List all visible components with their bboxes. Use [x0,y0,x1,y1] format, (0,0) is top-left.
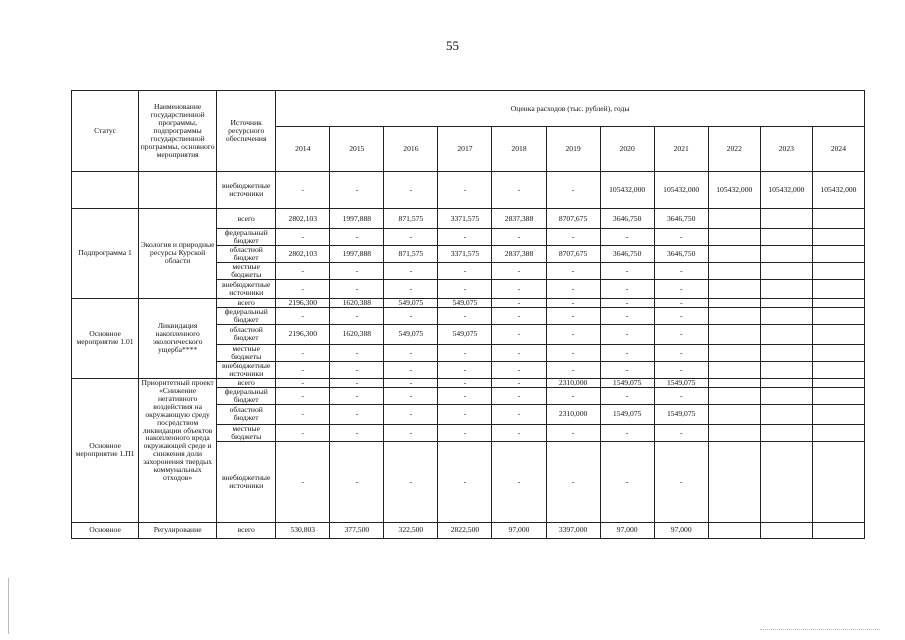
source-cell: местные бюджеты [217,262,276,279]
value-cell [708,378,760,387]
value-cell [708,361,760,378]
value-cell: - [600,424,654,441]
value-cell: - [492,404,546,424]
value-cell: 8707,675 [546,209,600,229]
value-cell: - [492,229,546,246]
value-cell: - [546,172,600,209]
source-cell: внебюджетные источники [217,361,276,378]
value-cell [708,404,760,424]
value-cell: - [276,387,330,404]
value-cell: - [438,424,492,441]
value-cell: - [276,307,330,324]
value-cell: - [492,441,546,522]
value-cell: - [330,229,384,246]
value-cell [812,245,864,262]
value-cell [760,404,812,424]
value-cell [760,324,812,344]
value-cell: - [438,361,492,378]
value-cell: 105432,000 [654,172,708,209]
value-cell: - [654,298,708,307]
value-cell: - [438,344,492,361]
value-cell: 1620,388 [330,298,384,307]
value-cell: - [384,361,438,378]
value-cell: - [546,307,600,324]
header-status: Статус [72,91,139,172]
header-estimate: Оценка расходов (тыс. рублей), годы [276,91,865,127]
value-cell: - [546,298,600,307]
value-cell: - [600,262,654,279]
value-cell [760,378,812,387]
value-cell: - [330,424,384,441]
value-cell: - [438,387,492,404]
value-cell [812,229,864,246]
value-cell: - [600,229,654,246]
value-cell: - [546,424,600,441]
value-cell: - [438,279,492,298]
value-cell [812,279,864,298]
table-row [72,298,865,307]
value-cell: 1620,388 [330,324,384,344]
value-cell: - [654,262,708,279]
value-cell [760,245,812,262]
value-cell: - [654,279,708,298]
value-cell: 2802,103 [276,245,330,262]
table-row [72,522,865,538]
value-cell: - [384,441,438,522]
value-cell [812,404,864,424]
table-row [72,378,865,387]
value-cell: 549,075 [438,298,492,307]
value-cell: - [654,344,708,361]
source-cell: всего [217,378,276,387]
value-cell: 2196,300 [276,324,330,344]
value-cell: 1549,075 [600,378,654,387]
source-cell: областной бюджет [217,245,276,262]
value-cell: 871,575 [384,209,438,229]
value-cell: - [384,378,438,387]
value-cell [760,298,812,307]
value-cell: - [600,361,654,378]
value-cell [708,307,760,324]
year-header: 2020 [600,127,654,172]
year-header: 2015 [330,127,384,172]
value-cell: - [654,324,708,344]
value-cell: - [384,172,438,209]
value-cell: - [330,441,384,522]
status-cell: Основное [72,522,139,538]
value-cell: 3646,750 [654,209,708,229]
value-cell: 2310,000 [546,378,600,387]
value-cell [812,441,864,522]
value-cell [708,522,760,538]
source-cell: всего [217,522,276,538]
value-cell: - [384,424,438,441]
year-header: 2024 [812,127,864,172]
header-source: Источник ресурсного обеспечения [217,91,276,172]
value-cell: - [276,172,330,209]
value-cell: - [330,404,384,424]
value-cell: - [654,387,708,404]
value-cell: - [492,378,546,387]
value-cell: - [600,324,654,344]
name-cell: Приоритетный проект «Снижение негативного воздействия на окружающую среду посредством ликвидации объектов накопленного вреда окружающей среде и снижения доли захоронения твердых коммунальных отходов» [139,378,217,522]
source-cell: областной бюджет [217,324,276,344]
value-cell: - [276,279,330,298]
value-cell: 105432,000 [708,172,760,209]
value-cell [708,344,760,361]
value-cell [760,424,812,441]
value-cell: - [600,387,654,404]
value-cell: - [546,361,600,378]
value-cell [708,279,760,298]
value-cell: 3646,750 [654,245,708,262]
status-cell [72,172,139,209]
value-cell [812,209,864,229]
value-cell: - [654,229,708,246]
value-cell: - [546,279,600,298]
source-cell: внебюджетные источники [217,441,276,522]
value-cell [708,245,760,262]
value-cell [760,262,812,279]
value-cell: 97,000 [492,522,546,538]
value-cell: - [492,279,546,298]
value-cell [812,522,864,538]
value-cell [708,441,760,522]
value-cell: - [600,344,654,361]
year-header: 2021 [654,127,708,172]
value-cell: 2802,103 [276,209,330,229]
value-cell: - [654,441,708,522]
value-cell [708,387,760,404]
value-cell: - [330,387,384,404]
value-cell [812,344,864,361]
value-cell [760,209,812,229]
value-cell: - [276,361,330,378]
value-cell: - [600,307,654,324]
source-cell: федеральный бюджет [217,387,276,404]
value-cell: 549,075 [438,324,492,344]
resource-table [71,90,865,539]
source-cell: внебюджетные источники [217,279,276,298]
value-cell: - [492,262,546,279]
year-header: 2018 [492,127,546,172]
source-cell: местные бюджеты [217,344,276,361]
value-cell: - [600,298,654,307]
value-cell: 3371,575 [438,245,492,262]
header-name: Наименование государственной программы, подпрограммы государственной программы, основного мероприятия [139,91,217,172]
value-cell: - [438,307,492,324]
value-cell: - [438,229,492,246]
value-cell [760,279,812,298]
value-cell: 2822,500 [438,522,492,538]
value-cell: 549,075 [384,324,438,344]
value-cell [760,441,812,522]
value-cell [812,298,864,307]
value-cell: - [276,344,330,361]
source-cell: всего [217,209,276,229]
value-cell [708,262,760,279]
value-cell: 1997,888 [330,245,384,262]
year-header: 2014 [276,127,330,172]
value-cell: - [492,424,546,441]
value-cell: - [276,424,330,441]
value-cell: - [276,262,330,279]
value-cell: 1549,075 [654,378,708,387]
value-cell: - [276,378,330,387]
value-cell: - [384,404,438,424]
value-cell: - [492,324,546,344]
value-cell: - [546,229,600,246]
year-header: 2023 [760,127,812,172]
source-cell: федеральный бюджет [217,307,276,324]
value-cell: - [600,279,654,298]
scan-smudge [760,629,880,631]
value-cell [760,361,812,378]
value-cell: 8707,675 [546,245,600,262]
value-cell: - [438,172,492,209]
value-cell: 549,075 [384,298,438,307]
year-header: 2017 [438,127,492,172]
value-cell [812,262,864,279]
status-cell: Подпрограмма 1 [72,209,139,299]
table-row [72,172,865,209]
value-cell [760,387,812,404]
source-cell: федеральный бюджет [217,229,276,246]
value-cell: 322,500 [384,522,438,538]
value-cell: - [546,344,600,361]
value-cell: 105432,000 [600,172,654,209]
value-cell: 1549,075 [600,404,654,424]
value-cell: - [546,387,600,404]
value-cell: - [384,262,438,279]
value-cell: 3397,000 [546,522,600,538]
value-cell: 97,000 [600,522,654,538]
year-header: 2019 [546,127,600,172]
value-cell [708,324,760,344]
value-cell: - [330,172,384,209]
value-cell: - [276,404,330,424]
value-cell: - [438,262,492,279]
value-cell: - [330,279,384,298]
value-cell: 105432,000 [812,172,864,209]
value-cell: - [492,307,546,324]
value-cell: - [276,229,330,246]
name-cell: Регулирование [139,522,217,538]
value-cell: 3646,750 [600,245,654,262]
value-cell: 3646,750 [600,209,654,229]
scan-margin-mark [8,578,9,634]
value-cell: 2196,300 [276,298,330,307]
status-cell: Основное мероприятие 1.01 [72,298,139,378]
year-header: 2016 [384,127,438,172]
year-header: 2022 [708,127,760,172]
value-cell: - [654,307,708,324]
value-cell: 105432,000 [760,172,812,209]
value-cell: 2310,000 [546,404,600,424]
value-cell [708,424,760,441]
value-cell: - [654,361,708,378]
value-cell [812,387,864,404]
value-cell: - [654,424,708,441]
value-cell [812,307,864,324]
value-cell: - [384,344,438,361]
value-cell [760,522,812,538]
table-row [72,209,865,229]
value-cell: 1997,888 [330,209,384,229]
value-cell: - [492,361,546,378]
page-number: 55 [446,38,459,53]
value-cell [760,344,812,361]
value-cell: - [330,361,384,378]
value-cell: - [546,441,600,522]
value-cell: - [384,279,438,298]
value-cell [812,424,864,441]
value-cell: 3371,575 [438,209,492,229]
status-cell: Основное мероприятие 1.П1 [72,378,139,522]
value-cell: - [438,404,492,424]
name-cell [139,172,217,209]
value-cell [708,209,760,229]
value-cell: - [384,307,438,324]
value-cell: - [384,229,438,246]
value-cell: 97,000 [654,522,708,538]
source-cell: всего [217,298,276,307]
value-cell: 530,803 [276,522,330,538]
value-cell: - [492,387,546,404]
value-cell: - [276,441,330,522]
value-cell [760,307,812,324]
value-cell: - [330,307,384,324]
source-cell: внебюджетные источники [217,172,276,209]
value-cell: - [438,441,492,522]
value-cell: - [546,262,600,279]
value-cell: - [330,262,384,279]
value-cell [708,298,760,307]
value-cell [812,324,864,344]
value-cell: - [492,172,546,209]
source-cell: местные бюджеты [217,424,276,441]
value-cell: 871,575 [384,245,438,262]
value-cell [812,361,864,378]
value-cell: - [330,344,384,361]
value-cell: - [492,344,546,361]
value-cell: - [330,378,384,387]
name-cell: Ликвидация накопленного экологического ущерба**** [139,298,217,378]
value-cell: 2837,388 [492,245,546,262]
value-cell: - [438,378,492,387]
value-cell: - [600,441,654,522]
value-cell: - [384,387,438,404]
value-cell: - [546,324,600,344]
value-cell [760,229,812,246]
value-cell [708,229,760,246]
value-cell: - [492,298,546,307]
value-cell: 1549,075 [654,404,708,424]
value-cell: 2837,388 [492,209,546,229]
value-cell [812,378,864,387]
name-cell: Экология и природные ресурсы Курской области [139,209,217,299]
source-cell: областной бюджет [217,404,276,424]
value-cell: 377,500 [330,522,384,538]
